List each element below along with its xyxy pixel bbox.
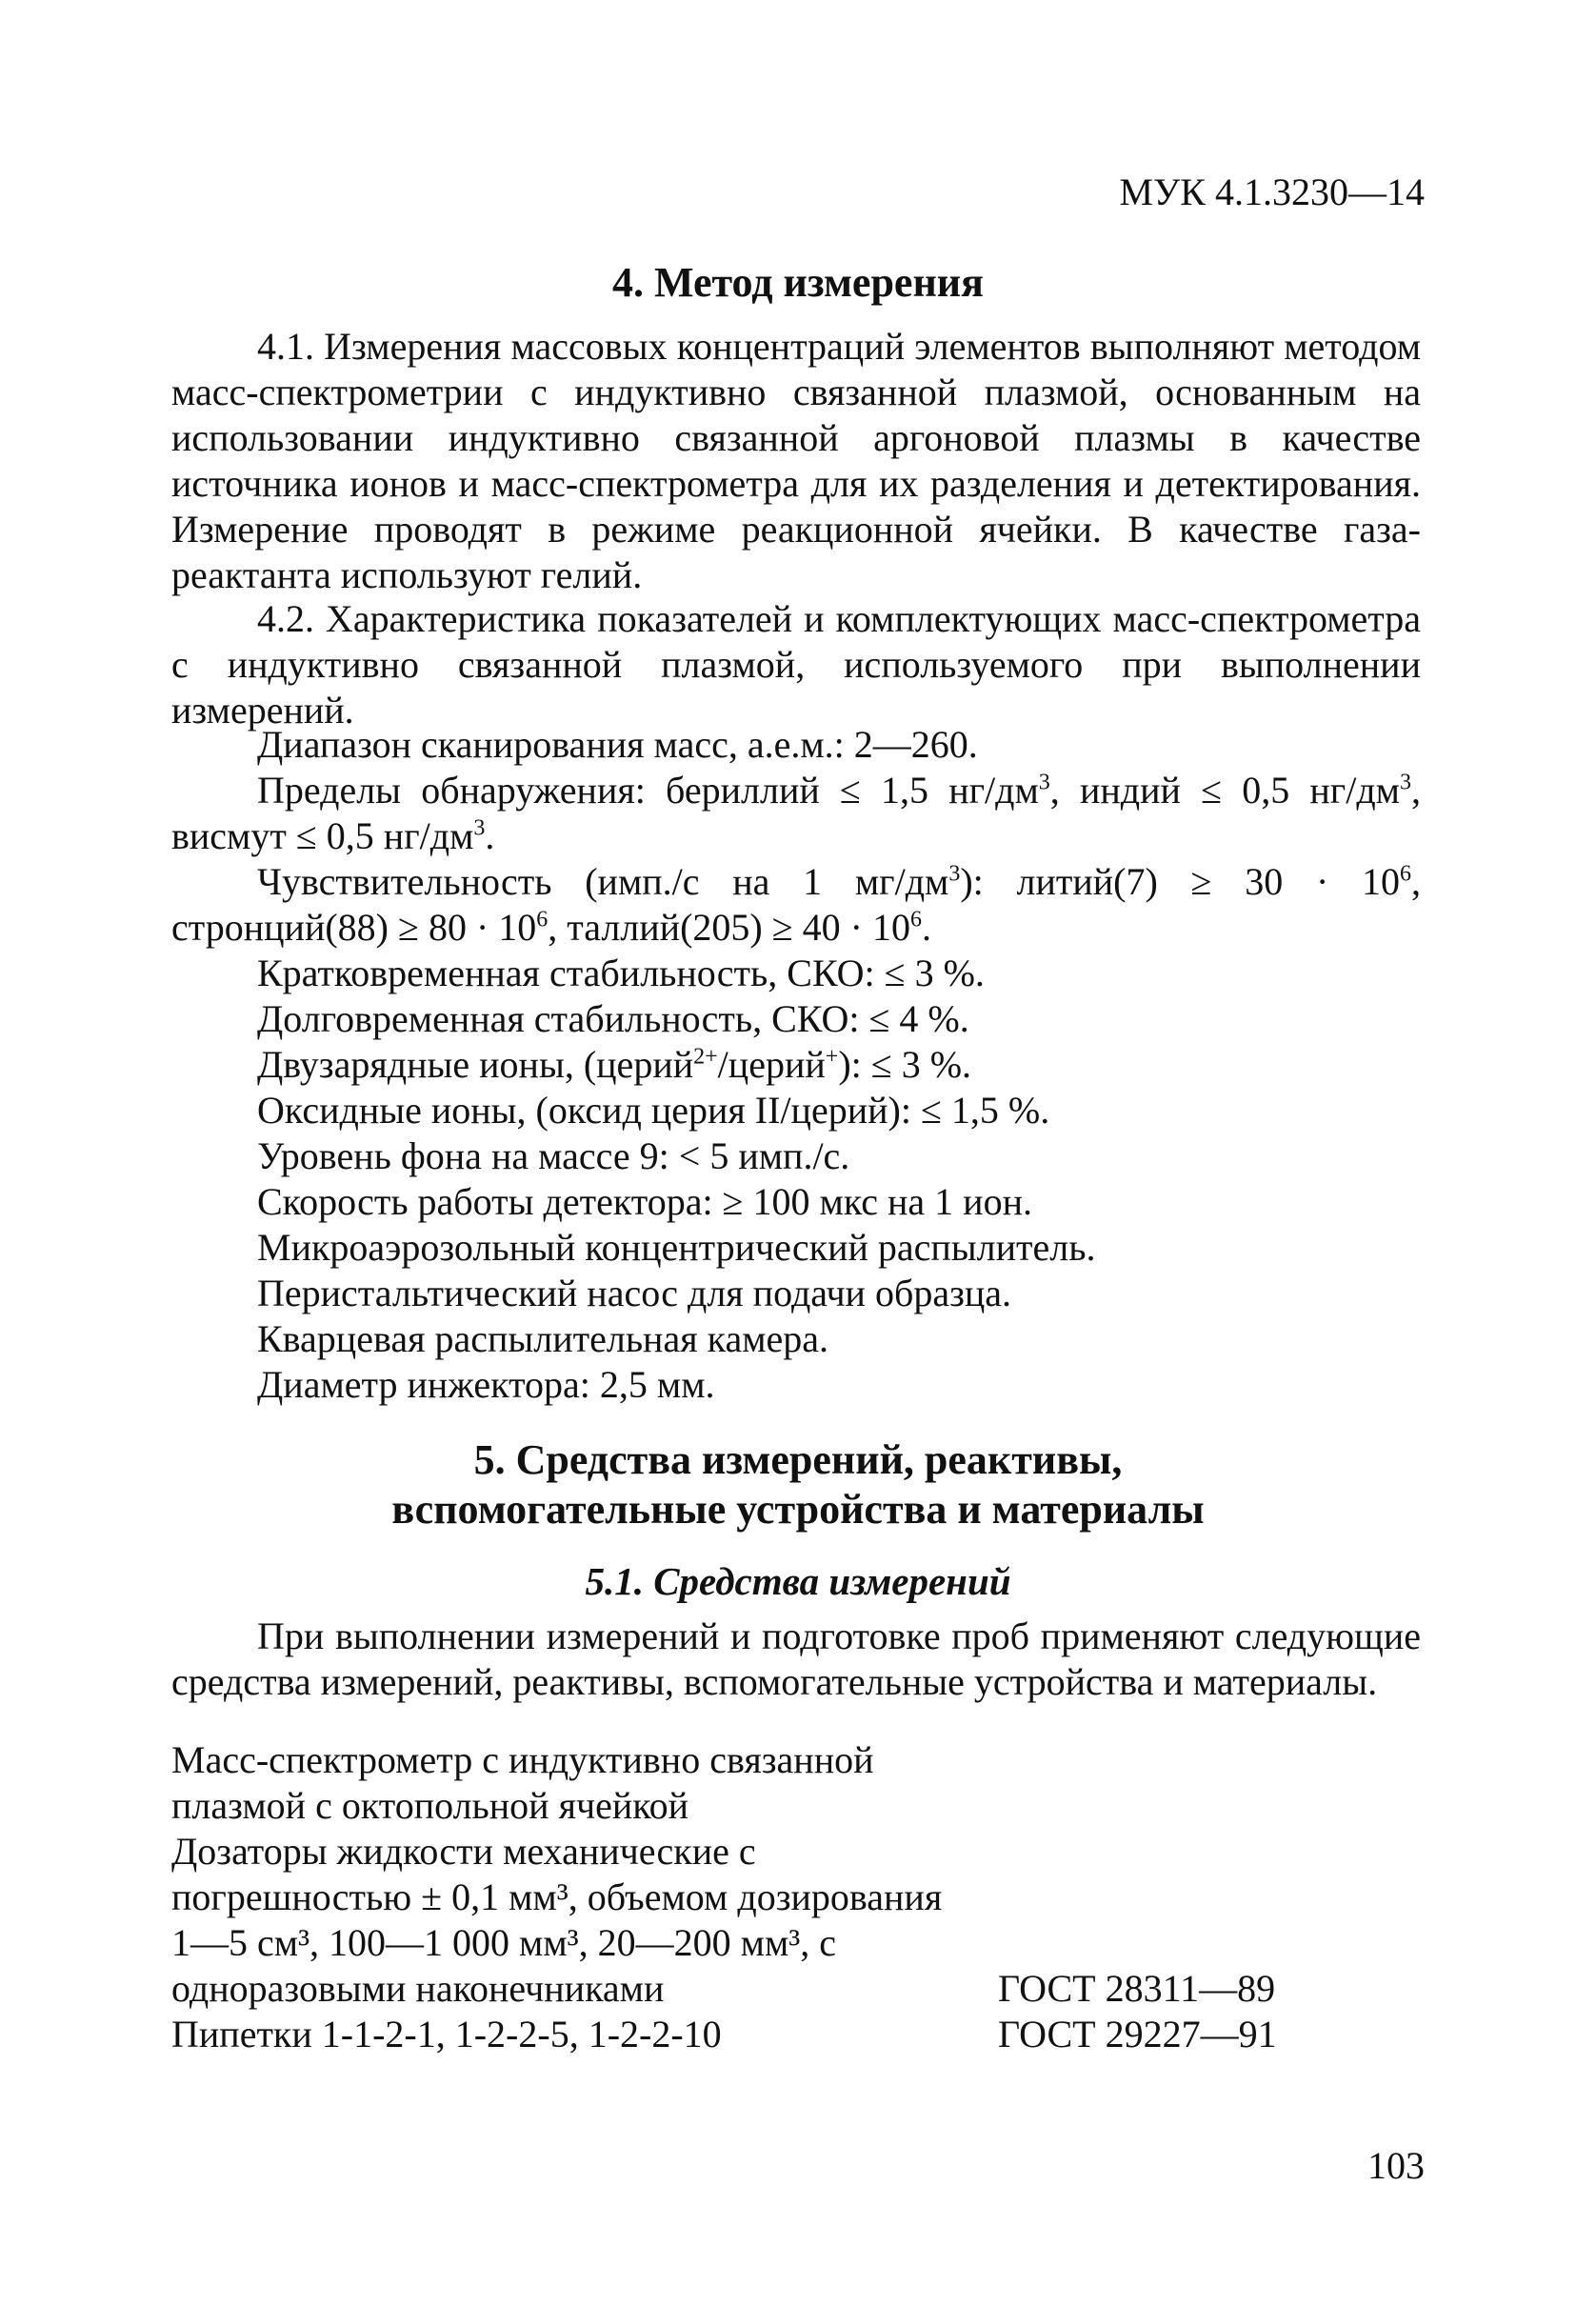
equipment-row	[171, 1737, 1314, 1829]
paragraph-4-2: 4.2. Характеристика показателей и комплектующих масс-спектрометра с индуктивно связанной плазмой, используемого при выполнении измерений.	[171, 597, 1421, 732]
equipment-standard: ГОСТ 28311—89	[998, 1967, 1276, 2010]
spec-mass-range: Диапазон сканирования масс, а.е.м.: 2—260.	[257, 723, 978, 766]
equipment-row	[171, 1829, 1314, 2012]
equipment-name: Пипетки 1-1-2-1, 1-2-2-5, 1-2-2-10	[171, 2013, 722, 2055]
paragraph-4-1: 4.1. Измерения массовых концентраций элементов выполняют методом масс-спектрометрии с индуктивно связанной плазмой, основанным на использовании индуктивно связанной аргоновой плазмы в качестве источника ионов и масс-спектрометра для их разделения и детектирования. Измерение проводят в режиме реакционной ячейки. В качестве газа-реактанта используют гелий.	[171, 325, 1421, 596]
spec-injector: Диаметр инжектора: 2,5 мм.	[257, 1363, 715, 1406]
spec-doubly-charged-ions: Двузарядные ионы, (церий$^{2+}$/церий+): ≤ 3 %.	[257, 1043, 972, 1086]
equipment-row	[171, 2012, 1314, 2057]
paragraph-5-1-intro: При выполнении измерений и подготовке проб применяют следующие средства измерений, реактивы, вспомогательные устройства и материалы.	[171, 1614, 1421, 1703]
spec-long-term-stability: Долговременная стабильность, СКО: ≤ 4 %.	[257, 997, 969, 1040]
spec-detection-limits: Пределы обнаружения: бериллий ≤ 1,5 $нг/дм^3$, индий ≤ 0,5 $нг/дм^3$, висмут ≤ 0,5 $нг/дм^3$.	[171, 769, 1421, 857]
section-4-title: 4. Метод измерения	[612, 259, 984, 306]
section-5-title-line-2: вспомогательные устройства и материалы	[391, 1486, 1205, 1533]
spec-spray-chamber: Кварцевая распылительная камера.	[257, 1317, 829, 1360]
equipment-name: Дозаторы жидкости механические с погрешностью ± 0,1 мм³, объемом дозирования 1—5 см³, 100—1 000 мм³, 20—200 мм³, с одноразовыми наконечниками	[171, 1830, 943, 2010]
spec-background-level: Уровень фона на массе 9: < 5 имп./с.	[257, 1134, 850, 1177]
document-code: МУК 4.1.3230—14	[1119, 170, 1425, 213]
page-number: 103	[1367, 2144, 1425, 2187]
spec-detector-speed: Скорость работы детектора: ≥ 100 мкс на 1 ион.	[257, 1180, 1032, 1223]
equipment-list	[171, 1737, 1314, 2057]
spec-pump: Перистальтический насос для подачи образца.	[257, 1272, 1012, 1314]
spec-sensitivity: Чувствительность (имп./с на 1 $мг/дм^3$): литий(7) ≥ $30 \cdot 10^6$, стронций(88) ≥ $80 \cdot 10^6$, таллий(205) ≥ $40 \cdot 10^6$.	[171, 860, 1421, 949]
spec-oxide-ions: Оксидные ионы, (оксид церия II/церий): ≤ 1,5 %.	[257, 1089, 1050, 1132]
section-5-title-line-1: 5. Средства измерений, реактивы,	[473, 1436, 1123, 1483]
equipment-standard: ГОСТ 29227—91	[998, 2013, 1277, 2055]
spec-short-term-stability: Кратковременная стабильность, СКО: ≤ 3 %.	[257, 952, 985, 994]
equipment-name: Масс-спектрометр с индуктивно связанной плазмой с октопольной ячейкой	[171, 1738, 874, 1827]
spec-nebulizer: Микроаэрозольный концентрический распылитель.	[257, 1226, 1096, 1269]
spec-list	[171, 722, 1421, 1408]
subsection-5-1-title: 5.1. Средства измерений	[585, 1559, 1011, 1603]
